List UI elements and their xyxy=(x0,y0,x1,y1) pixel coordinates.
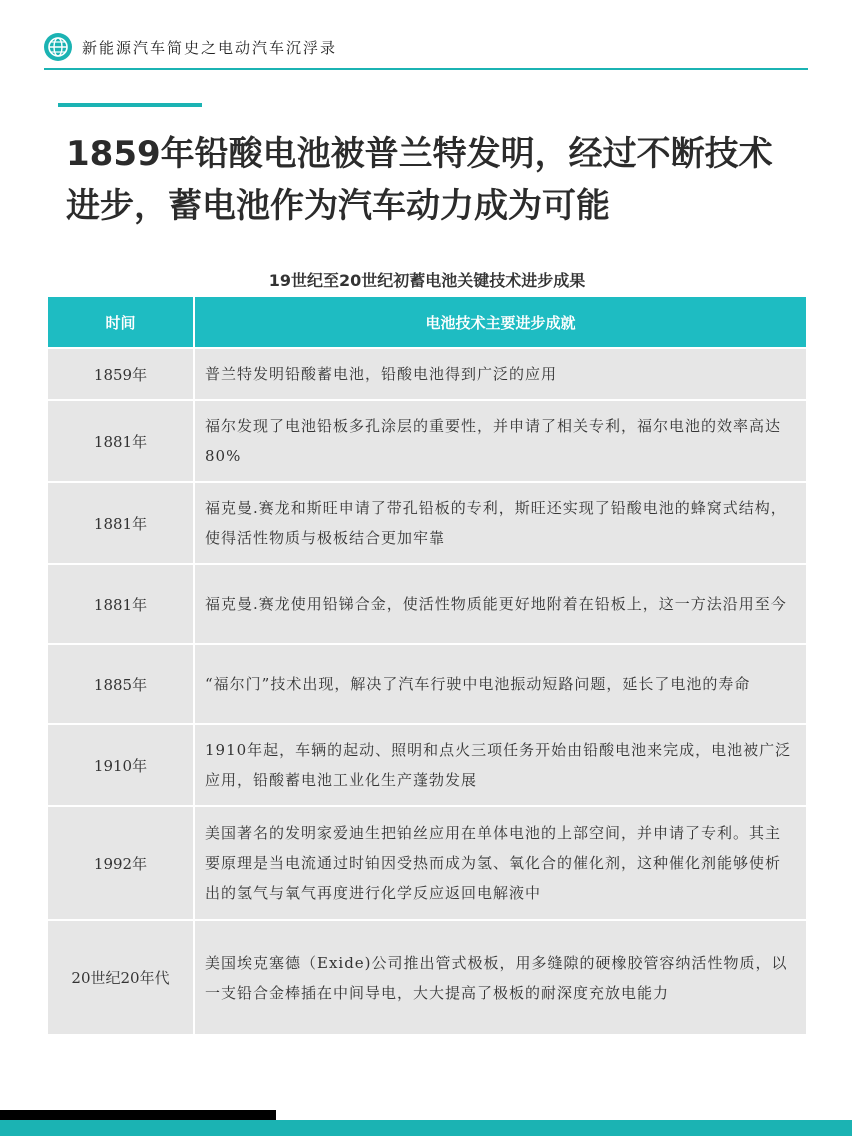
table-row xyxy=(48,482,806,564)
year-cell: 1885年 xyxy=(48,644,194,724)
page-headline: 1859年铅酸电池被普兰特发明，经过不断技术进步，蓄电池作为汽车动力成为可能 xyxy=(66,134,773,226)
battery-progress-table xyxy=(48,297,806,1034)
table-row xyxy=(48,348,806,400)
description-cell: 普兰特发明铅酸蓄电池，铅酸电池得到广泛的应用 xyxy=(194,348,806,400)
footer-teal-bar xyxy=(0,1120,852,1136)
table-row xyxy=(48,400,806,482)
year-cell: 1881年 xyxy=(48,400,194,482)
description-cell: 福尔发现了电池铅板多孔涂层的重要性，并申请了相关专利，福尔电池的效率高达80% xyxy=(194,400,806,482)
table-row xyxy=(48,564,806,644)
globe-icon xyxy=(44,33,72,61)
description-cell: 福克曼.赛龙和斯旺申请了带孔铅板的专利，斯旺还实现了铅酸电池的蜂窝式结构，使得活性物质与极板结合更加牢靠 xyxy=(194,482,806,564)
description-cell: 福克曼.赛龙使用铅锑合金，使活性物质能更好地附着在铅板上，这一方法沿用至今 xyxy=(194,564,806,644)
table-row xyxy=(48,644,806,724)
description-cell: 美国埃克塞德（Exide)公司推出管式极板，用多缝隙的硬橡胶管容纳活性物质，以一支铅合金棒插在中间导电，大大提高了极板的耐深度充放电能力 xyxy=(194,920,806,1034)
year-cell: 1881年 xyxy=(48,482,194,564)
footer-black-bar xyxy=(0,1110,276,1120)
year-cell: 1859年 xyxy=(48,348,194,400)
column-header-achievement: 电池技术主要进步成就 xyxy=(194,297,806,348)
description-cell: 美国著名的发明家爱迪生把铂丝应用在单体电池的上部空间，并申请了专利。其主要原理是当电流通过时铂因受热而成为氢、氧化合的催化剂，这种催化剂能够使析出的氢气与氧气再度进行化学反应返回电解液中 xyxy=(194,806,806,920)
column-header-time: 时间 xyxy=(48,297,194,348)
year-cell: 1881年 xyxy=(48,564,194,644)
headline-accent-bar xyxy=(58,103,202,107)
page-header xyxy=(44,30,337,64)
table-row xyxy=(48,806,806,920)
year-cell: 20世纪20年代 xyxy=(48,920,194,1034)
table-title: 19世纪至20世纪初蓄电池关键技术进步成果 xyxy=(268,271,586,290)
description-cell: 1910年起，车辆的起动、照明和点火三项任务开始由铅酸电池来完成，电池被广泛应用，铅酸蓄电池工业化生产蓬勃发展 xyxy=(194,724,806,806)
year-cell: 1992年 xyxy=(48,806,194,920)
table-header-row xyxy=(48,297,806,348)
table-row xyxy=(48,920,806,1034)
year-cell: 1910年 xyxy=(48,724,194,806)
description-cell: “福尔门”技术出现，解决了汽车行驶中电池振动短路问题，延长了电池的寿命 xyxy=(194,644,806,724)
header-divider xyxy=(44,68,808,70)
table-row xyxy=(48,724,806,806)
header-title: 新能源汽车简史之电动汽车沉浮录 xyxy=(82,38,338,57)
